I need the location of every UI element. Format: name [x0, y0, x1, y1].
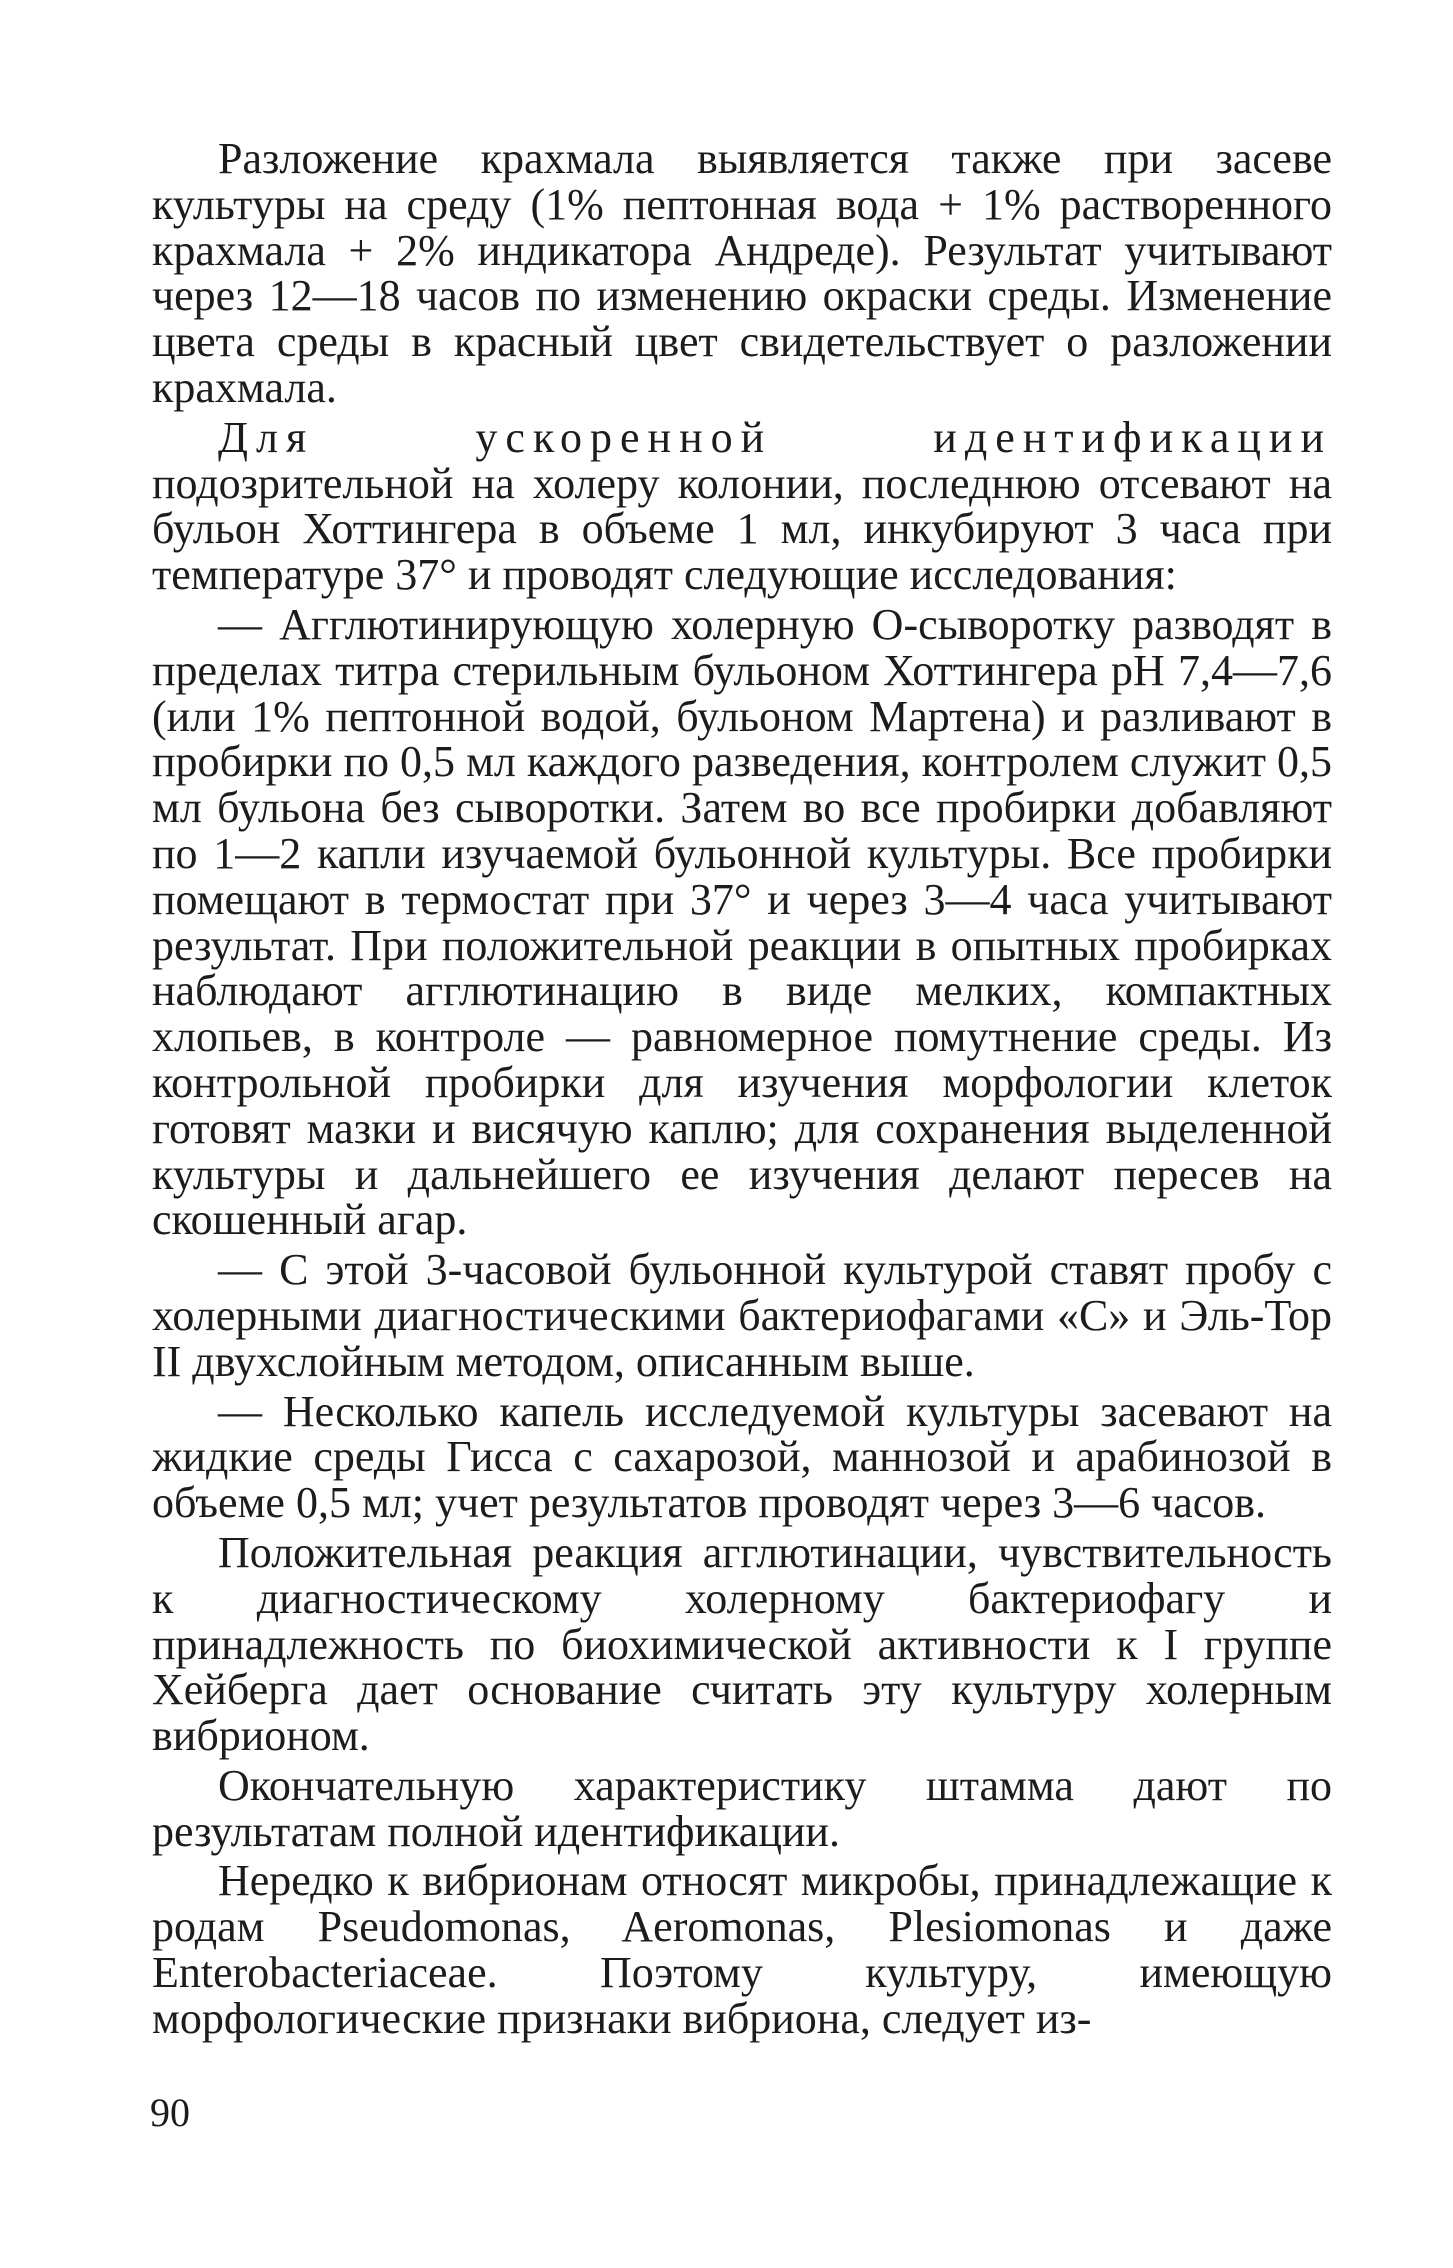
paragraph-starch-test: Разложение крахмала выявляется также при засеве культуры на среду (1% пептонная вода + 1% растворенного крахмала + 2% индикатора Андреде). Результат учитывают через 12—18 часов по изменению окраски среды. Изменение цвета среды в красный цвет свидетельствует о разложении крахмала.	[152, 134, 1332, 412]
paragraph-conclusion: Положительная реакция агглютинации, чувствительность к диагностическому холерному бактериофагу и принадлежность по биохимической активности к I группе Хейберга дает основание считать эту культуру холерным вибрионом.	[152, 1527, 1332, 1761]
paragraph-agglutination-step: — Агглютинирующую холерную О-сыворотку разводят в пределах титра стерильным бульоном Хоттингера рН 7,4—7,6 (или 1% пептонной водой, бульоном Мартена) и разливают в пробирки по 0,5 мл каждого разведения, контролем служит 0,5 мл бульона без сыворотки. Затем во все пробирки добавляют по 1—2 капли изучаемой бульонной культуры. Все пробирки помещают в термостат при 37° и через 3—4 часа учитывают результат. При положительной реакции в опытных пробирках наблюдают агглютинацию в виде мелких, компактных хлопьев, в контроле — равномерное помутнение среды. Из контрольной пробирки для изучения морфологии клеток готовят мазки и висячую каплю; для сохранения выделенной культуры и дальнейшего ее изучения делают пересев на скошенный агар.	[152, 599, 1332, 1245]
page-number: 90	[150, 2090, 190, 2135]
paragraph-hiss-media-step: — Несколько капель исследуемой культуры засевают на жидкие среды Гисса с сахарозой, маннозой и арабинозой в объеме 0,5 мл; учет результатов проводят через 3—6 часов.	[152, 1386, 1332, 1528]
spaced-lead-phrase: Для ускоренной идентификации	[218, 412, 1332, 462]
paragraph-other-genera: Нередко к вибрионам относят микробы, принадлежащие к родам Pseudomonas, Aeromonas, Plesiomonas и даже Enterobacteriaceae. Поэтому культуру, имеющую морфологические признаки вибриона, следует из-	[152, 1856, 1332, 2043]
paragraph-text: подозрительной на холеру колонии, последнюю отсевают на бульон Хоттингера в объеме 1 мл, инкубируют 3 часа при температуре 37° и проводят следующие исследования:	[152, 458, 1332, 600]
paragraph-rapid-identification	[152, 412, 1332, 600]
page-body	[152, 136, 1332, 2046]
paragraph-final-characteristics: Окончательную характеристику штамма дают по результатам полной идентификации.	[152, 1760, 1332, 1856]
paragraph-bacteriophage-step: — С этой 3-часовой бульонной культурой ставят пробу с холерными диагностическими бактериофагами «С» и Эль-Тор II двухслойным методом, описанным выше.	[152, 1245, 1332, 1386]
